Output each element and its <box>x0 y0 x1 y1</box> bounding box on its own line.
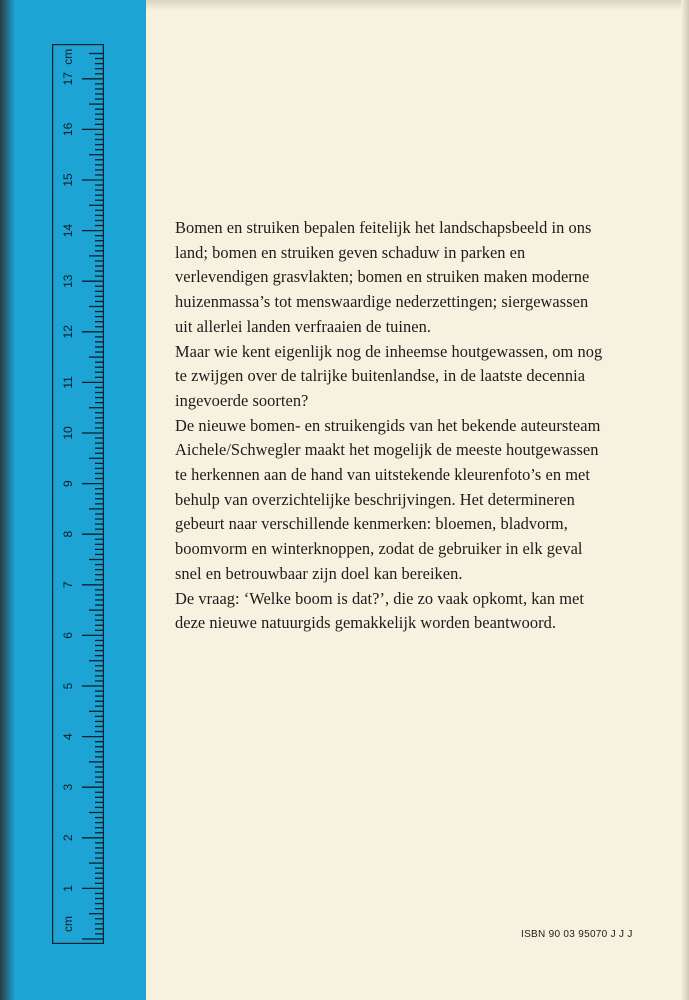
ruler-number: 9 <box>61 480 76 487</box>
ruler-number: 14 <box>61 223 76 238</box>
blurb-paragraph: Maar wie kent eigenlijk nog de inheemse houtgewassen, om nog te zwijgen over de talrijke buitenlandse, in de laatste decennia ingevoerde soorten? <box>175 341 603 410</box>
ruler-number: 17 <box>61 72 76 86</box>
ruler-ticks <box>82 54 104 940</box>
ruler-number: 10 <box>61 426 76 440</box>
ruler-number: 16 <box>61 122 76 137</box>
ruler-number: 3 <box>61 783 76 791</box>
ruler-labels <box>61 49 75 932</box>
back-cover-blurb <box>175 216 605 636</box>
ruler-number: 15 <box>61 173 76 187</box>
isbn-number: ISBN 90 03 95070 J J J <box>521 929 633 940</box>
ruler-number: 11 <box>61 376 76 389</box>
ruler-number: 1 <box>61 885 76 892</box>
blurb-paragraph: De vraag: ‘Welke boom is dat?’, die zo vaak opkomt, kan met deze nieuwe natuurgids gemakkelijk worden beantwoord. <box>175 588 584 633</box>
ruler-number: 4 <box>61 733 76 740</box>
ruler-number: 6 <box>61 632 76 639</box>
ruler-unit-label: cm <box>61 916 76 932</box>
blurb-paragraph: De nieuwe bomen- en struikengids van het bekende auteursteam Aichele/Schwegler maakt het mogelijk de meeste houtgewassen te herkennen aan de hand van uitstekende kleurenfoto’s en met behulp van overzichtelijke beschrijvingen. Het determineren gebeurt naar verschillende kenmerken: bloemen, bladvorm, boomvorm en winterknoppen, zodat de gebruiker in elk geval snel en betrouwbaar zijn doel kan bereiken. <box>175 415 601 583</box>
right-edge-wear <box>681 0 689 1000</box>
cm-ruler <box>52 44 104 944</box>
ruler-number: 13 <box>61 274 76 288</box>
ruler-number: 5 <box>61 682 76 690</box>
ruler-number: 2 <box>61 834 76 842</box>
top-edge-wear <box>146 0 689 10</box>
spine-edge-shadow <box>0 0 14 1000</box>
ruler-graphic <box>52 44 104 944</box>
ruler-number: 7 <box>61 581 76 589</box>
ruler-number: 12 <box>61 325 76 339</box>
ruler-number: 8 <box>61 530 76 538</box>
ruler-end-label: cm <box>61 48 76 65</box>
blurb-paragraph: Bomen en struiken bepalen feitelijk het landschapsbeeld in ons land; bomen en struiken geven schaduw in parken en verlevendigen grasvlakten; bomen en struiken maken moderne huizenmassa’s tot menswaardige nederzettingen; siergewassen uit allerlei landen verfraaien de tuinen. <box>175 218 592 336</box>
